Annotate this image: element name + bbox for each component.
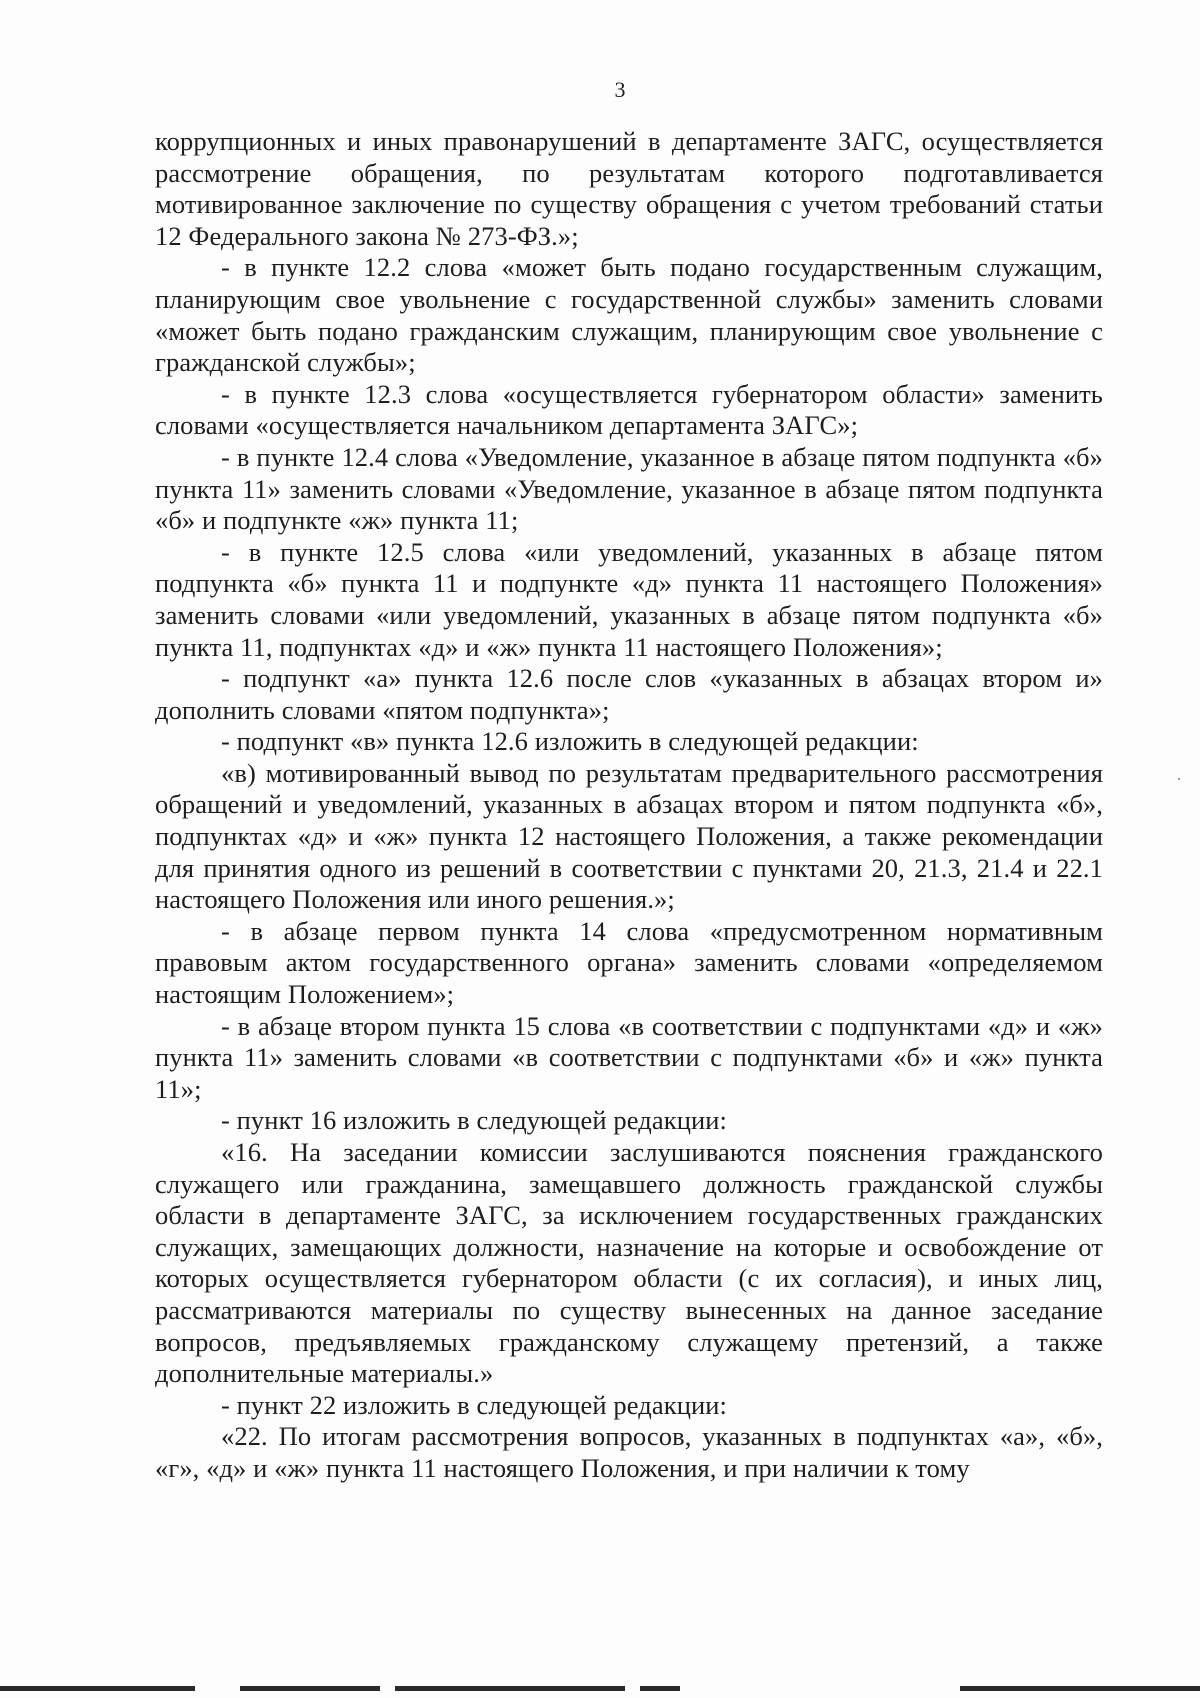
paragraph-item-12-6-v: - подпункт «в» пункта 12.6 изложить в следующей редакции: xyxy=(221,726,919,757)
scan-speck xyxy=(1178,778,1180,780)
page-number: 3 xyxy=(614,77,626,102)
paragraph-item-12-4: - в пункте 12.4 слова «Уведомление, указанное в абзаце пятом подпункта «б» пункта 11» заменить словами «Уведомление, указанное в абзаце пятом подпункта «б» и подпункте «ж» пункта 11; xyxy=(155,441,1103,536)
paragraph-item-12-5: - в пункте 12.5 слова «или уведомлений, указанных в абзаце пятом подпункта «б» пункта 11 и подпункте «д» пункта 11 настоящего Положения» заменить словами «или уведомлений, указанных в абзаце пятом подпункта «б» пункта 11, подпунктах «д» и «ж» пункта 11 настоящего Положения»; xyxy=(155,536,1103,662)
paragraph-quote-22: «22. По итогам рассмотрения вопросов, указанных в подпунктах «а», «б», «г», «д» и «ж» пункта 11 настоящего Положения, и при наличии к тому xyxy=(155,1421,1103,1483)
paragraph-quote-16: «16. На заседании комиссии заслушиваются пояснения гражданского служащего или гражданина, замещавшего должность гражданской службы области в департаменте ЗАГС, за исключением государственных гражданских служащих, замещающих должности, назначение на которые и освобождение от которых осуществляется губернатором области (с их согласия), и иных лиц, рассматриваются материалы по существу вынесенных на данное заседание вопросов, предъявляемых гражданскому служащему претензий, а также дополнительные материалы.» xyxy=(155,1137,1103,1389)
document-body xyxy=(155,126,1103,1485)
paragraph-item-15: - в абзаце втором пункта 15 слова «в соответствии с подпунктами «д» и «ж» пункта 11» заменить словами «в соответствии с подпунктами «б» и «ж» пункта 11»; xyxy=(155,1010,1103,1104)
paragraph-item-12-3: - в пункте 12.3 слова «осуществляется губернатором области» заменить словами «осуществляется начальником департамента ЗАГС»; xyxy=(155,378,1103,441)
paragraph-quote-v: «в) мотивированный вывод по результатам предварительного рассмотрения обращений и уведомлений, указанных в абзацах втором и пятом подпункта «б», подпунктах «д» и «ж» пункта 12 настоящего Положения, а также рекомендации для принятия одного из решений в соответствии с пунктами 20, 21.3, 21.4 и 22.1 настоящего Положения или иного решения.»; xyxy=(155,757,1103,915)
paragraph-item-16: - пункт 16 изложить в следующей редакции: xyxy=(221,1105,727,1136)
paragraph-item-22: - пункт 22 изложить в следующей редакции: xyxy=(221,1389,727,1420)
paragraph-item-14: - в абзаце первом пункта 14 слова «предусмотренном нормативным правовым актом государственного органа» заменить словами «определяемом настоящим Положением»; xyxy=(155,915,1103,1010)
paragraph-continuation: коррупционных и иных правонарушений в департаменте ЗАГС, осуществляется рассмотрение обращения, по результатам которого подготавливается мотивированное заключение по существу обращения с учетом требований статьи 12 Федерального закона № 273-ФЗ.»; xyxy=(155,126,1103,251)
paragraph-item-12-6-a: - подпункт «а» пункта 12.6 после слов «указанных в абзацах втором и» дополнить словами «пятом подпункта»; xyxy=(155,663,1103,725)
paragraph-item-12-2: - в пункте 12.2 слова «может быть подано государственным служащим, планирующим свое увольнение с государственной службы» заменить словами «может быть подано гражданским служащим, планирующим свое увольнение с гражданской службы»; xyxy=(155,252,1103,378)
scan-edge-artifact xyxy=(0,1686,1200,1692)
